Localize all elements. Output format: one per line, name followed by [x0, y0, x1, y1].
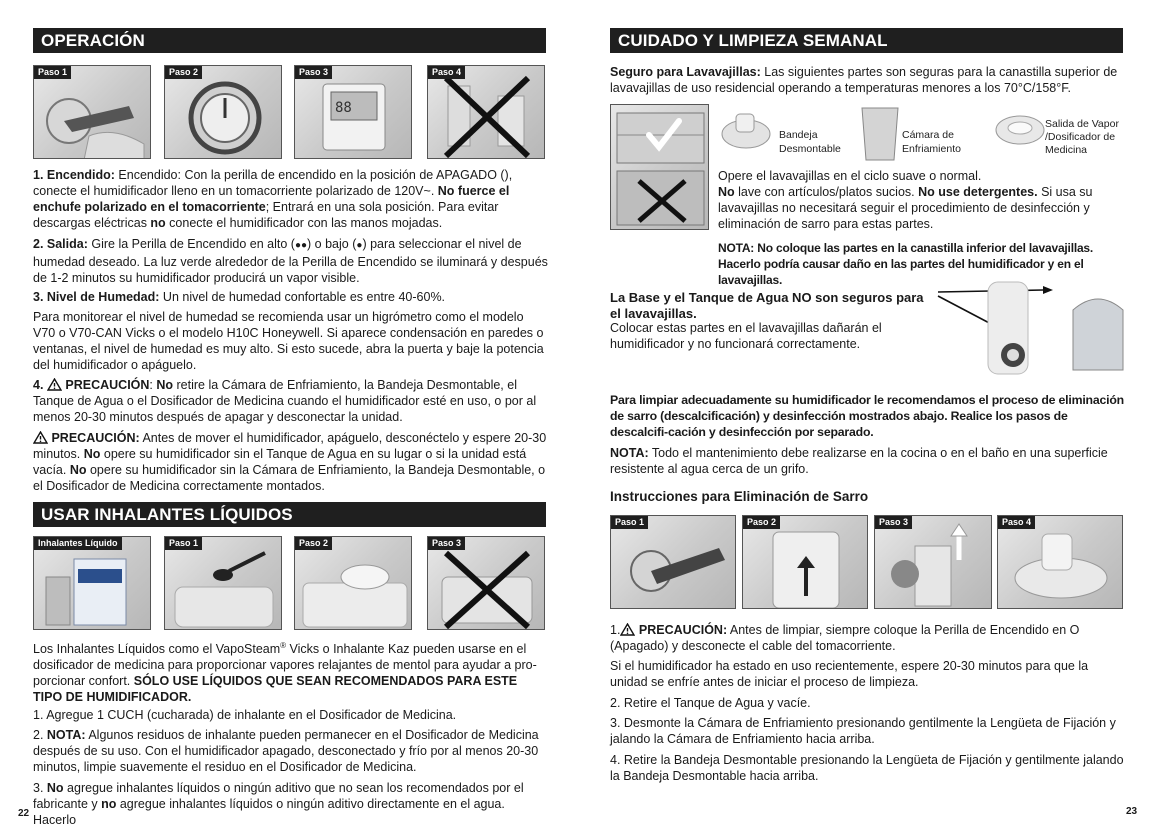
step-tag: Paso 2	[295, 537, 332, 550]
step-tag: Paso 4	[428, 66, 465, 79]
operacion-step-2-photo	[164, 65, 282, 159]
salida-vapor-label: Salida de Vapor /Dosificador de Medicina	[1045, 118, 1119, 156]
lavavajillas-instrucciones: Opere el lavavajillas en el ciclo suave o normal. No lave con artículos/platos sucios. No use detergentes. Si usa su lavavajillas no necesitará seguir el procedimiento de desinfección y eliminación de sarro para estas partes.	[718, 169, 1093, 231]
step-tag: Paso 4	[998, 516, 1035, 529]
left-page	[0, 0, 577, 840]
salida-paragraph: 2. Salida: Gire la Perilla de Encendido en alto (●●) o bajo (●) para seleccionar el nivel de humedad deseado. La luz verde alrededor de la Perilla de Encendido se iluminará y después de 1-2 minutos su humidificador producirá un vapor visible.	[33, 237, 548, 285]
precaucion-1-paragraph: 4. PRECAUCIÓN: No retire la Cámara de Enfriamiento, la Bandeja Desmontable, el Tanque de Agua o el Dosificador de Medicina cuando el humidificador esté en uso, o por al menos 20-30 minutos después de apagar y desconectar la unidad.	[33, 378, 537, 424]
step-tag: Paso 1	[165, 537, 202, 550]
limpieza-intro: Para limpiar adecuadamente su humidificador le recomendamos el proceso de eliminación de sarro (descalcificación) y desinfección mostrados abajo. Realice los pasos de descalcifi-cación y desinfección por separado.	[610, 393, 1124, 439]
step-tag: Paso 2	[743, 516, 780, 529]
operacion-step-1-photo	[33, 65, 151, 159]
hygrometer-illustration	[295, 66, 412, 159]
operacion-step-3-photo	[294, 65, 412, 159]
inhalantes-banner: USAR INHALANTES LÍQUIDOS	[33, 502, 546, 527]
nivel-humedad-paragraph: 3. Nivel de Humedad: Un nivel de humedad confortable es entre 40-60%.	[33, 290, 446, 304]
tray-removal-illustration	[998, 516, 1123, 609]
inhalantes-step-3-text: 3. No agregue inhalantes líquidos o ningún aditivo que no sean los recomendados por el fabricante y no agregue inhalantes líquidos o ningún aditivo directamente en el agua. Hacerlo	[33, 781, 524, 827]
step-tag: Paso 3	[428, 537, 465, 550]
encendido-paragraph: 1. Encendido: Encendido: Con la perilla de encendido en la posición de APAGADO (), conecte el humidificador lleno en un tomacorriente polarizado de 120V~. No fuerce el enchufe polarizado en el tomacorriente; Entrará en una sola posición. Para evitar descargas eléctricas no conecte el humidificador con las manos mojadas.	[33, 168, 513, 230]
page-number: 22	[18, 808, 30, 819]
hand-knob-illustration	[34, 66, 151, 159]
sarro-step-1-photo	[610, 515, 736, 609]
spoon-illustration	[165, 537, 282, 630]
knob-hand-illustration	[611, 516, 736, 609]
lavavajillas-nota: NOTA: No coloque las partes en la canastilla inferior del lavavajillas. Hacerlo podría causar daño en las partes del humidificador y en el lavavajillas.	[718, 241, 1094, 287]
inhalantes-step-2-photo	[294, 536, 412, 630]
step-tag: Inhalantes Líquido	[34, 537, 122, 550]
svg-text:88: 88	[335, 100, 352, 116]
inhalantes-intro-paragraph: Los Inhalantes Líquidos como el VapoSteam® Vicks o Inhalante Kaz pueden usarse en el dosificador de medicina para proporcionar vapores relajantes de mentol para ayudar a pro-porcionar confort. SÓLO USE LÍQUIDOS QUE SEAN RECOMENDADOS PARA ESTE TIPO DE HUMIDIFICADOR.	[33, 641, 537, 705]
dial-illustration	[165, 66, 282, 159]
dishwasher-photo	[610, 104, 709, 230]
sarro-step-4-text: 4. Retire la Bandeja Desmontable presionando la Lengüeta de Fijación y gentilmente jalando la Bandeja Desmontable hacia arriba.	[610, 753, 1124, 783]
vaposteam-box-illustration	[34, 537, 151, 630]
step-tag: Paso 2	[165, 66, 202, 79]
sarro-heading: Instrucciones para Eliminación de Sarro	[610, 489, 869, 504]
cross-out-icon	[428, 537, 545, 630]
camara-label: Cámara de Enfriamiento	[902, 129, 961, 155]
cuidado-banner: CUIDADO Y LIMPIEZA SEMANAL	[610, 28, 1123, 53]
dishwasher-illustration	[611, 105, 709, 230]
right-page	[578, 0, 1155, 840]
warning-icon	[620, 623, 635, 636]
sarro-step-4-photo	[997, 515, 1123, 609]
base-tanque-heading: La Base y el Tanque de Agua NO son seguros para el lavavajillas.	[610, 290, 924, 321]
inhalantes-product-photo	[33, 536, 151, 630]
inhalantes-nota-paragraph: 2. NOTA: Algunos residuos de inhalante pueden permanecer en el Dosificador de Medicina después de su uso. Con el humidificador apagado, desconectado y frío por al menos 20-30 minutos, limpie suavemente el residuo en el Dosificador de Medicina.	[33, 728, 539, 774]
step-tag: Paso 3	[875, 516, 912, 529]
sarro-precaucion: 1. PRECAUCIÓN: Antes de limpiar, siempre coloque la Perilla de Encendido en O (Apagado) y desconecte el cable del tomacorriente.	[610, 623, 1080, 653]
salida-vapor-part-illustration	[994, 110, 1046, 150]
sarro-espera: Si el humidificador ha estado en uso recientemente, espere 20-30 minutos para que la unidad se enfríe antes de iniciar el proceso de limpieza.	[610, 659, 1089, 689]
step-tag: Paso 1	[34, 66, 71, 79]
camara-part-illustration	[858, 104, 902, 164]
operacion-banner: OPERACIÓN	[33, 28, 546, 53]
warning-icon	[47, 378, 62, 391]
mantenimiento-nota: NOTA: Todo el mantenimiento debe realizarse en la cocina o en el baño en una superficie resistente al agua cerca de un grifo.	[610, 446, 1108, 476]
step-tag: Paso 1	[611, 516, 648, 529]
high-drops-icon: ●●	[294, 240, 308, 251]
lavavajillas-paragraph: Seguro para Lavavajillas: Las siguientes partes son seguras para la canastilla superior de lavavajillas de uso residencial operando a temperaturas menores a los 70°C/158°F.	[610, 65, 1118, 95]
sarro-step-2-photo	[742, 515, 868, 609]
base-tanque-text: Colocar estas partes en el lavavajillas dañarán el humidificador y no funcionará correctamente.	[610, 321, 882, 351]
sarro-step-2-text: 2. Retire el Tanque de Agua y vacíe.	[610, 696, 811, 710]
humidifier-top-illustration	[295, 537, 412, 630]
precaucion-2-paragraph: PRECAUCIÓN: Antes de mover el humidificador, apáguelo, desconéctelo y espere 20-30 minutos. No opere su humidificador sin el Tanque de Agua en su lugar o si la unidad está vacía. No opere su humidificador sin la Cámara de Enfriamiento, la Bandeja Desmontable, o el Dosificador de Medicina correctamente montados.	[33, 431, 547, 493]
inhalantes-step-1-photo	[164, 536, 282, 630]
bandeja-part-illustration	[718, 104, 774, 154]
higrometro-paragraph: Para monitorear el nivel de humedad se recomienda usar un higrómetro como el modelo V70 o V70-CAN Vicks o el modelo H10C Honeywell. Si aparece condensación en paredes o ventanas, el nivel de humedad es muy alto. Si esto sucede, abra la puerta y baje la potencia del humidificador o apáguelo.	[33, 310, 544, 372]
operacion-step-4-photo	[427, 65, 545, 159]
cross-out-icon	[428, 66, 545, 159]
chamber-lift-illustration	[875, 516, 992, 609]
page-number: 23	[1126, 806, 1138, 817]
warning-icon	[33, 431, 48, 444]
tank-lift-illustration	[743, 516, 868, 609]
low-drop-icon: ●	[356, 240, 363, 251]
base-tank-illustration	[933, 280, 1133, 390]
inhalantes-step-3-photo	[427, 536, 545, 630]
step-tag: Paso 3	[295, 66, 332, 79]
sarro-step-3-text: 3. Desmonte la Cámara de Enfriamiento presionando gentilmente la Lengüeta de Fijación y jalando la Cámara de Enfriamiento hacia arriba.	[610, 716, 1116, 746]
sarro-step-3-photo	[874, 515, 992, 609]
bandeja-label: Bandeja Desmontable	[779, 129, 841, 155]
inhalantes-step-1-text: 1. Agregue 1 CUCH (cucharada) de inhalante en el Dosificador de Medicina.	[33, 708, 457, 722]
